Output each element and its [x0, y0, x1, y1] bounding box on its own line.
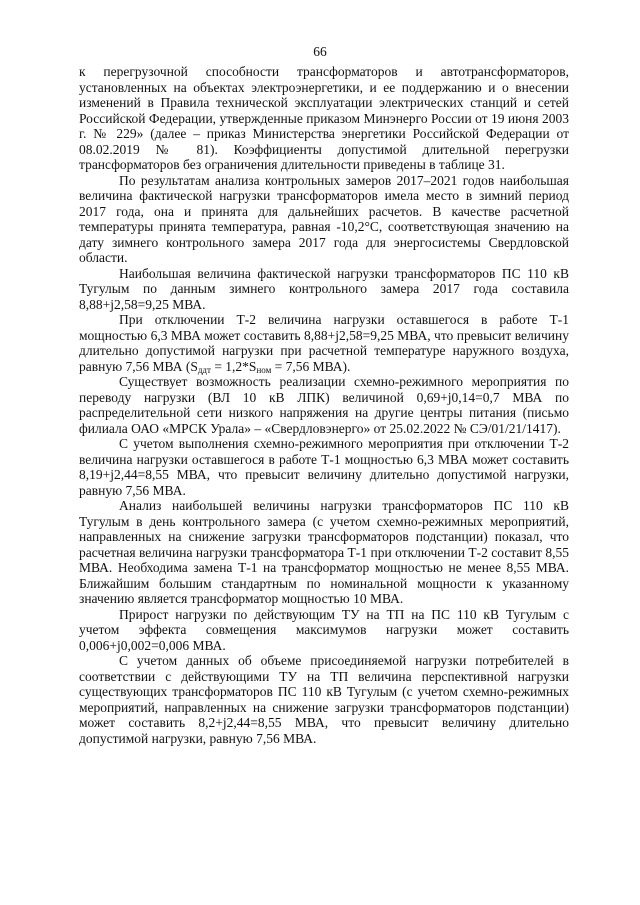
paragraph-1: к перегрузочной способности трансформаторов и автотрансформаторов, установленных на объектах электроэнергетики, и ее поддержанию и о внесении изменений в Правила технической эксплуатации электрических станций и сетей Российской Федерации, утвержденные приказом Минэнерго России от 19 июня 2003 г. № 229» (далее – приказ Министерства энергетики Российской Федерации от 08.02.2019 № 81). Коэффициенты допустимой длительной перегрузки трансформаторов без ограничения длительности приведены в таблице 31. — [79, 64, 569, 172]
paragraph-4-tail: = 7,56 МВА). — [271, 358, 351, 374]
paragraph-8: Прирост нагрузки по действующим ТУ на ТП на ПС 110 кВ Тугулым с учетом эффекта совмещения максимумов нагрузки может составить 0,006+j0,002=0,006 МВА. — [79, 606, 569, 653]
paragraph-4-main: При отключении Т-2 величина нагрузки оставшегося в работе Т-1 мощностью 6,3 МВА может составить 8,88+j2,58=9,25 МВА, что превысит величину длительно допустимой нагрузки при расчетной температуре наружного воздуха, равную 7,56 МВА (S — [79, 312, 569, 374]
subscript-ddt: ддт — [197, 364, 211, 375]
page-number: 66 — [313, 44, 327, 59]
paragraph-5: Существует возможность реализации схемно-режимного мероприятия по переводу нагрузки (ВЛ 10 кВ ЛПК) величиной 0,69+j0,14=0,7 МВА по распределительной сети низкого напряжения на другие центры питания (письмо филиала ОАО «МРСК Урала» – «Свердловэнерго» от 25.02.2022 № СЭ/01/21/1417). — [79, 374, 569, 436]
paragraph-7: Анализ наибольшей величины нагрузки трансформаторов ПС 110 кВ Тугулым в день контрольного замера (с учетом схемно-режимных мероприятий, направленных на снижение загрузки трансформаторов подстанции) показал, что расчетная величина нагрузки трансформатора Т-1 при отключении Т-2 составит 8,55 МВА. Необходима замена Т-1 на трансформатор мощностью не менее 8,55 МВА. Ближайшим большим стандартным по номинальной мощности к указанному значению является трансформатор мощностью 10 МВА. — [79, 498, 569, 606]
paragraph-2: По результатам анализа контрольных замеров 2017–2021 годов наибольшая величина фактической нагрузки трансформаторов имела место в зимний период 2017 года, она и принята для дальнейших расчетов. В качестве расчетной температуры принята температура, равная -10,2°C, соответствующая значению на дату зимнего контрольного замера 2017 года для энергосистемы Свердловской области. — [79, 172, 569, 265]
paragraph-4-mid: = 1,2*S — [210, 358, 257, 374]
paragraph-3: Наибольшая величина фактической нагрузки трансформаторов ПС 110 кВ Тугулым по данным зимнего контрольного замера 2017 года составила 8,88+j2,58=9,25 МВА. — [79, 265, 569, 312]
paragraph-9: С учетом данных об объеме присоединяемой нагрузки потребителей в соответствии с действующими ТУ на ТП величина перспективной нагрузки существующих трансформаторов ПС 110 кВ Тугулым (с учетом схемно-режимных мероприятий, направленных на снижение загрузки трансформаторов подстанции) может составить 8,2+j2,44=8,55 МВА, что превысит величину длительно допустимой нагрузки, равную 7,56 МВА. — [79, 653, 569, 746]
paragraph-4 — [79, 312, 569, 374]
document-body — [79, 64, 569, 746]
subscript-nom: ном — [256, 364, 272, 375]
paragraph-6: С учетом выполнения схемно-режимного мероприятия при отключении Т-2 величина нагрузки оставшегося в работе Т-1 мощностью 6,3 МВА может составить 8,19+j2,44=8,55 МВА, что превысит величину длительно допустимой нагрузки, равную 7,56 МВА. — [79, 436, 569, 498]
